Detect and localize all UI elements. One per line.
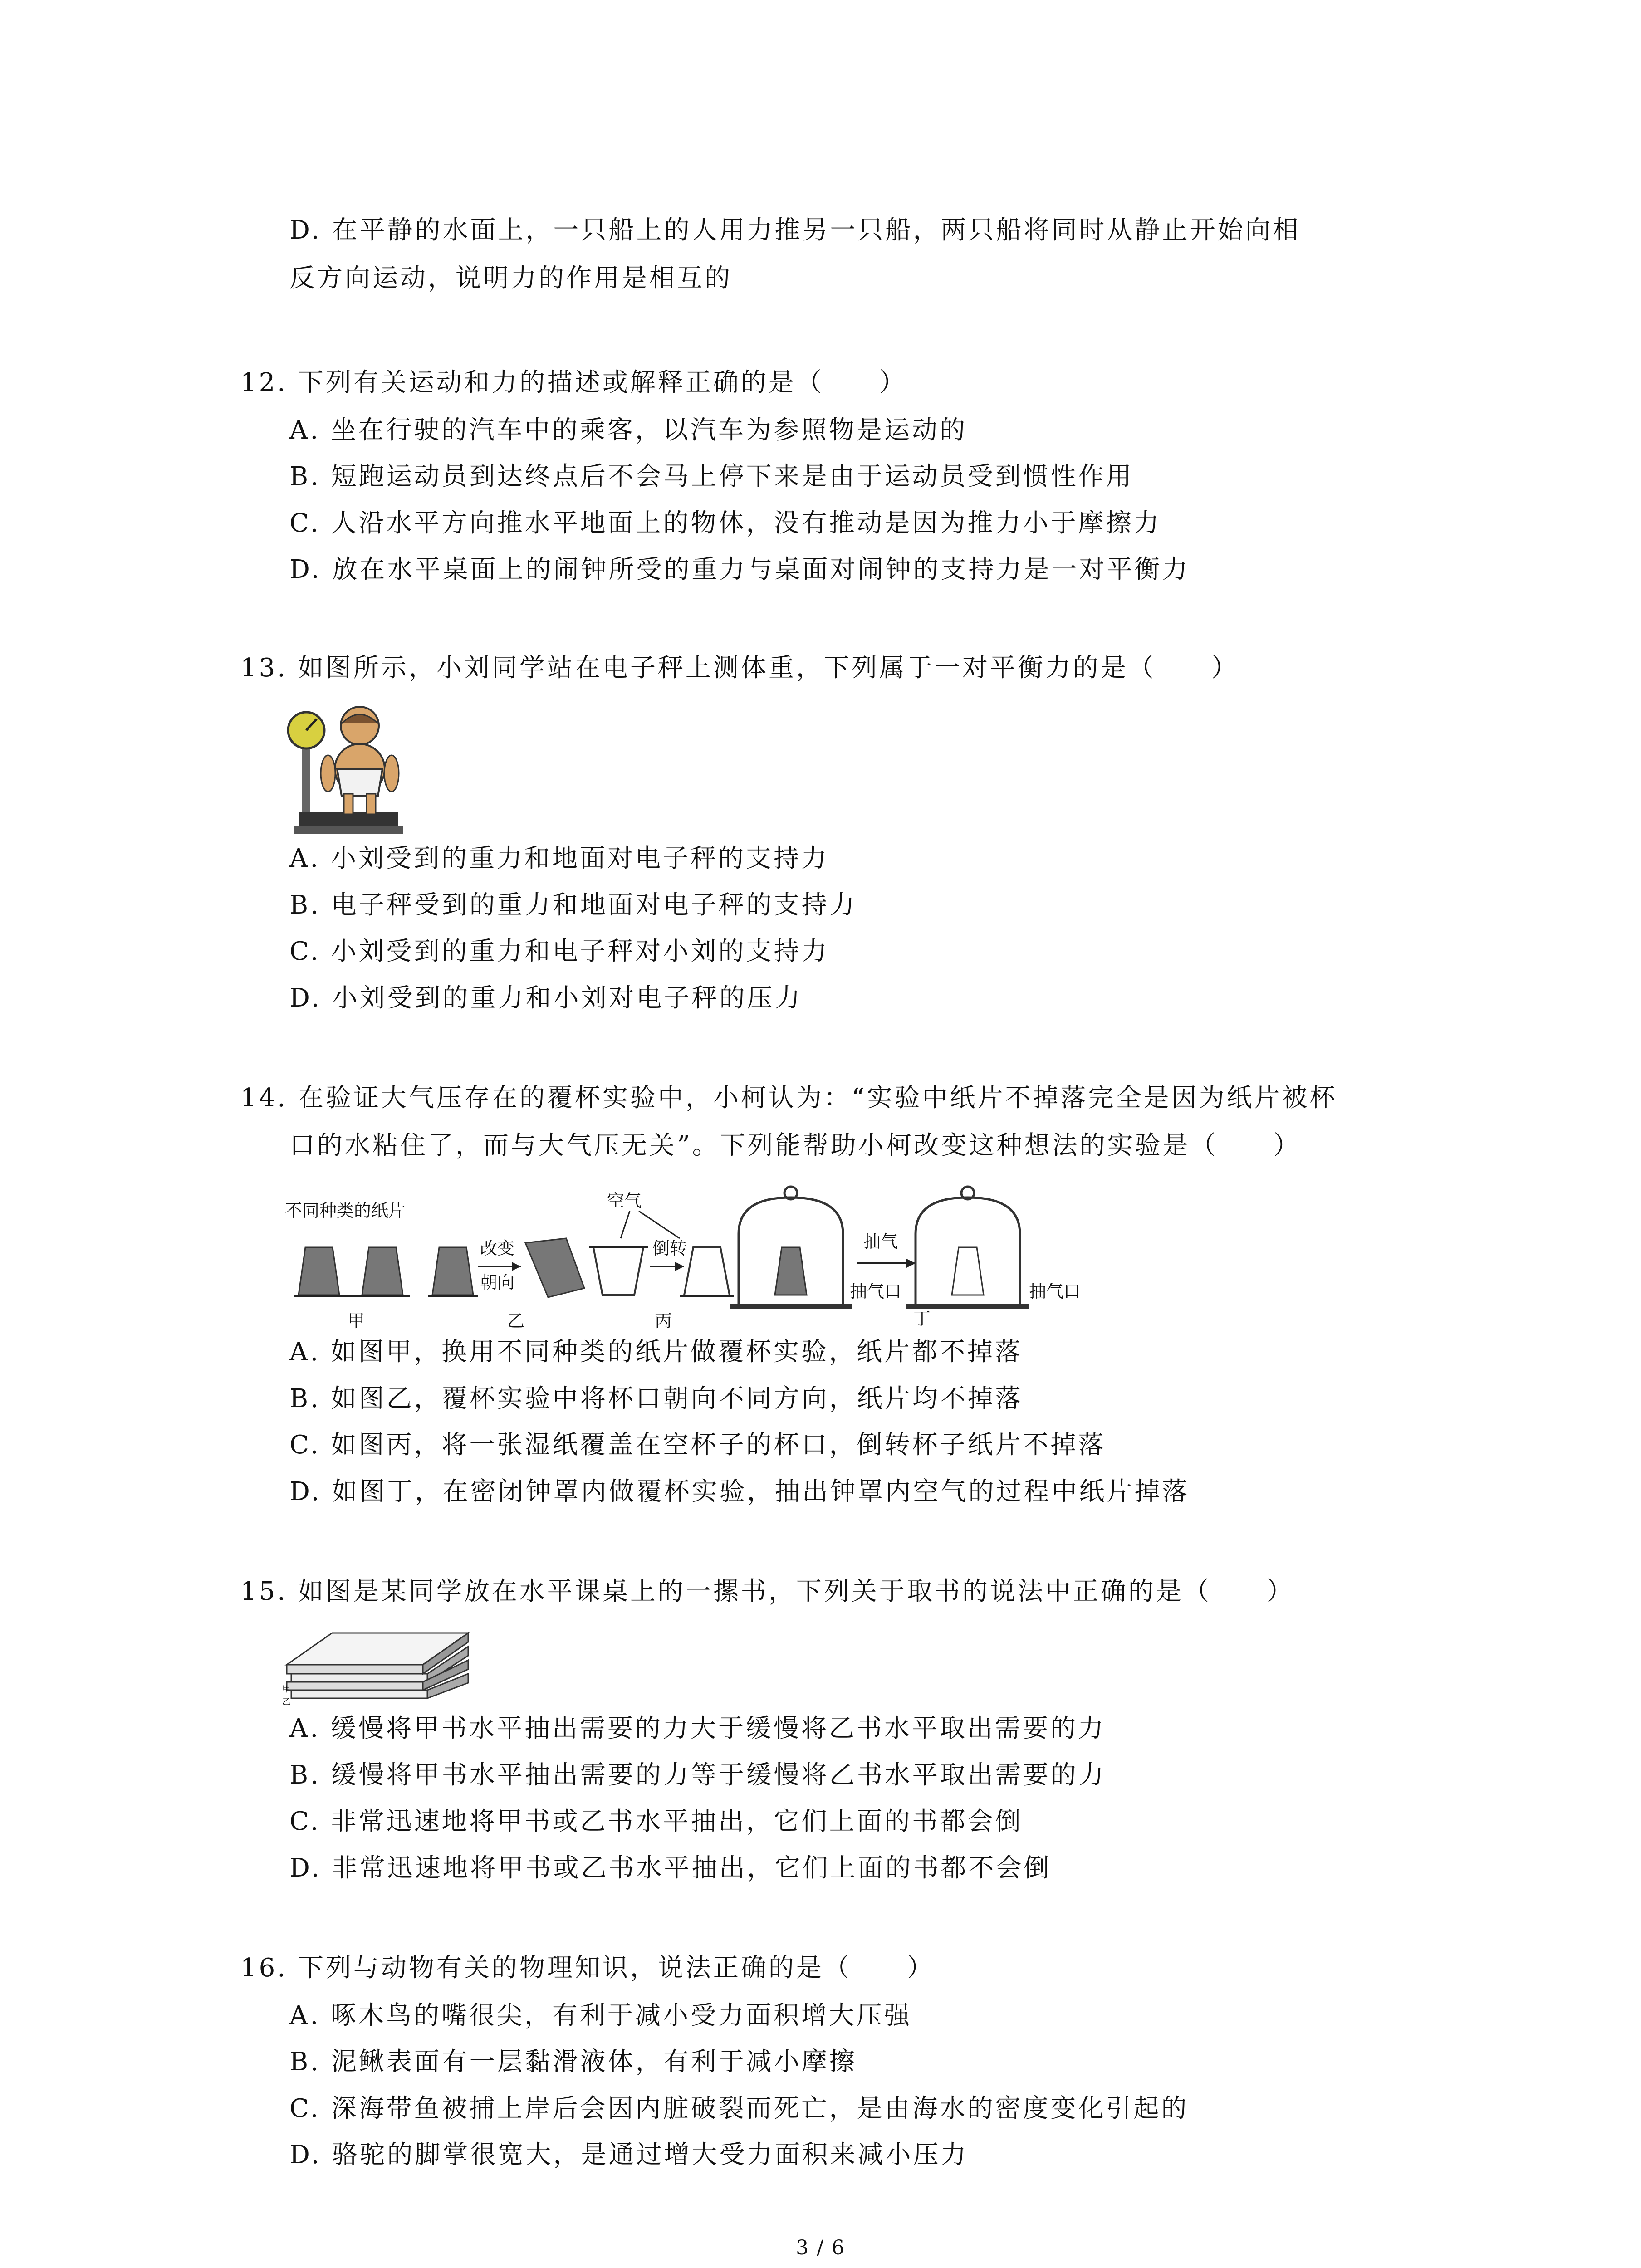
label-invert: 倒转 xyxy=(652,1238,687,1258)
page-number: 3 / 6 xyxy=(796,2236,845,2259)
q14-option-c: C. 如图丙，将一张湿纸覆盖在空杯子的杯口，倒转杯子纸片不掉落 xyxy=(289,1430,1106,1460)
q16-stem: 16. 下列与动物有关的物理知识，说法正确的是（ ） xyxy=(240,1953,935,1983)
q11-option-d-line1: D. 在平静的水面上，一只船上的人用力推另一只船，两只船将同时从静止开始向相 xyxy=(289,215,1301,245)
label-yi: 乙 xyxy=(507,1311,525,1329)
q13-option-d: D. 小刘受到的重力和小刘对电子秤的压力 xyxy=(289,983,803,1013)
q15-option-b: B. 缓慢将甲书水平抽出需要的力等于缓慢将乙书水平取出需要的力 xyxy=(289,1760,1106,1790)
q13-option-c: C. 小刘受到的重力和电子秤对小刘的支持力 xyxy=(289,937,829,966)
q11-option-d-line2: 反方向运动，说明力的作用是相互的 xyxy=(289,264,732,293)
q15-option-d: D. 非常迅速地将甲书或乙书水平抽出，它们上面的书都不会倒 xyxy=(289,1853,1052,1883)
q16-option-d: D. 骆驼的脚掌很宽大，是通过增大受力面积来减小压力 xyxy=(289,2140,969,2170)
label-direction: 朝向 xyxy=(480,1272,515,1292)
q14-stem-line1: 14. 在验证大气压存在的覆杯实验中，小柯认为：“实验中纸片不掉落完全是因为纸片被杯 xyxy=(240,1083,1337,1113)
q15-option-c: C. 非常迅速地将甲书或乙书水平抽出，它们上面的书都会倒 xyxy=(289,1807,1023,1836)
q15-books-figure xyxy=(282,1624,473,1710)
q12-option-c: C. 人沿水平方向推水平地面上的物体，没有推动是因为推力小于摩擦力 xyxy=(289,508,1161,538)
q12-option-a: A. 坐在行驶的汽车中的乘客，以汽车为参照物是运动的 xyxy=(289,415,968,445)
q16-option-b: B. 泥鳅表面有一层黏滑液体，有利于减小摩擦 xyxy=(289,2047,857,2077)
q14-option-b: B. 如图乙，覆杯实验中将杯口朝向不同方向，纸片均不掉落 xyxy=(289,1384,1023,1413)
q14-option-a: A. 如图甲，换用不同种类的纸片做覆杯实验，纸片都不掉落 xyxy=(289,1337,1023,1367)
label-papers: 不同种类的纸片 xyxy=(285,1201,406,1221)
label-air: 空气 xyxy=(607,1191,642,1211)
label-bing: 丙 xyxy=(655,1311,672,1329)
q12-option-d: D. 放在水平桌面上的闹钟所受的重力与桌面对闹钟的支持力是一对平衡力 xyxy=(289,555,1190,584)
q13-option-b: B. 电子秤受到的重力和地面对电子秤的支持力 xyxy=(289,890,857,920)
label-pump: 抽气 xyxy=(863,1232,898,1251)
q13-scale-figure xyxy=(285,705,403,837)
q14-stem-line2: 口的水粘住了，而与大气压无关”。下列能帮助小柯改变这种想法的实验是（ ） xyxy=(289,1131,1301,1160)
q16-option-c: C. 深海带鱼被捕上岸后会因内脏破裂而死亡，是由海水的密度变化引起的 xyxy=(289,2094,1189,2123)
q15-option-a: A. 缓慢将甲书水平抽出需要的力大于缓慢将乙书水平取出需要的力 xyxy=(289,1714,1106,1743)
label-change: 改变 xyxy=(480,1238,515,1258)
q14-option-d: D. 如图丁，在密闭钟罩内做覆杯实验，抽出钟罩内空气的过程中纸片掉落 xyxy=(289,1477,1190,1506)
q13-stem: 13. 如图所示，小刘同学站在电子秤上测体重，下列属于一对平衡力的是（ ） xyxy=(240,653,1239,683)
label-jia: 甲 xyxy=(348,1311,365,1329)
q13-option-a: A. 小刘受到的重力和地面对电子秤的支持力 xyxy=(289,844,829,873)
q12-stem: 12. 下列有关运动和力的描述或解释正确的是（ ） xyxy=(240,368,907,397)
label-ding: 丁 xyxy=(913,1309,931,1329)
label-book-jia: 甲 xyxy=(282,1685,290,1694)
q15-stem: 15. 如图是某同学放在水平课桌上的一摞书，下列关于取书的说法中正确的是（ ） xyxy=(240,1577,1294,1606)
label-outlet-2: 抽气口 xyxy=(1029,1281,1081,1301)
q12-option-b: B. 短跑运动员到达终点后不会马上停下来是由于运动员受到惯性作用 xyxy=(289,462,1134,491)
label-outlet-1: 抽气口 xyxy=(850,1281,902,1301)
q16-option-a: A. 啄木鸟的嘴很尖，有利于减小受力面积增大压强 xyxy=(289,2001,912,2030)
q14-experiment-figure xyxy=(285,1179,1092,1329)
label-book-yi: 乙 xyxy=(282,1697,290,1707)
